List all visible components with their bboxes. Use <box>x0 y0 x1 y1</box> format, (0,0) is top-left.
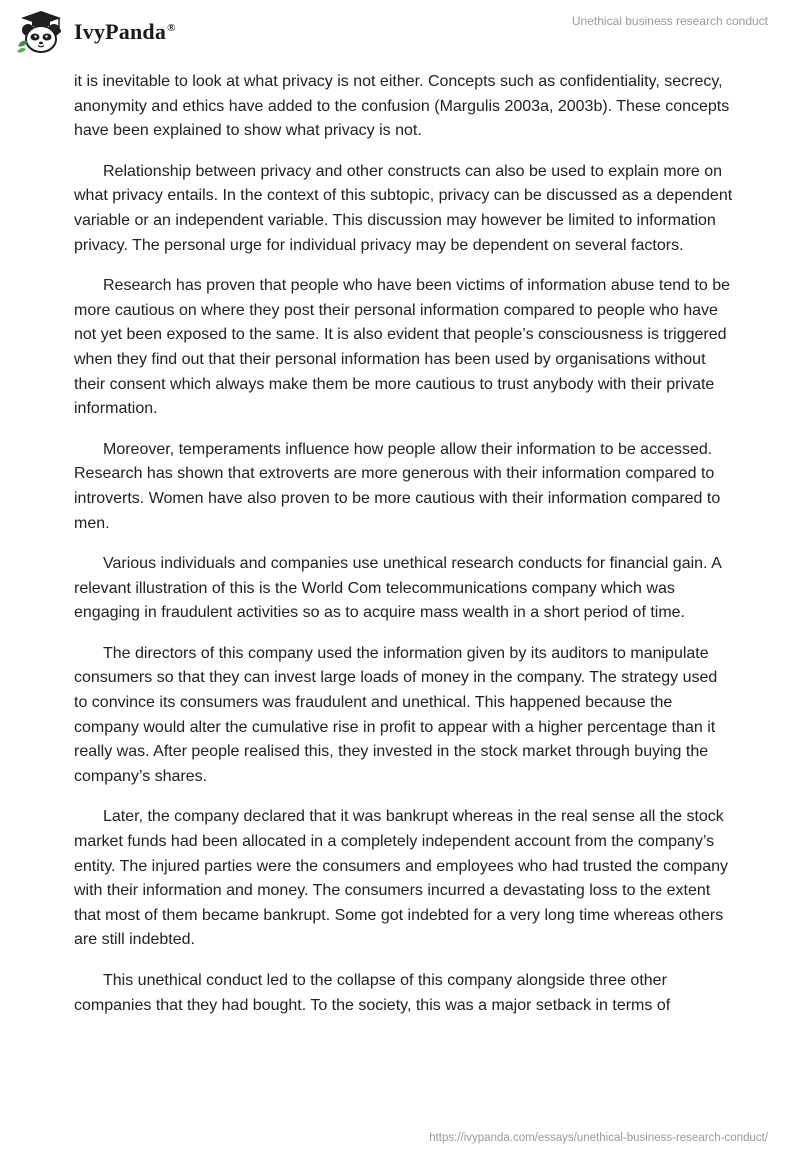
paragraph: The directors of this company used the information given by its auditors to manipulate consumers so that they can invest large loads of money in the company. The strategy used to convince its consumers was fraudulent and unethical. This happened because the company would alter the cumulative rise in profit to appear with a higher percentage than it really was. After people realised this, they invested in the stock market through buying the company’s shares. <box>74 644 718 785</box>
paragraph: Research has proven that people who have been victims of information abuse tend to be more cautious on where they post their personal information compared to people who have not yet been exposed to the same. It is also evident that people’s consciousness is triggered when they find out that their personal information has been used by organisations without their consent which always make them be more cautious to trust anybody with their private information. <box>74 277 731 418</box>
document-title: Unethical business research conduct <box>571 14 768 28</box>
paragraph: Later, the company declared that it was bankrupt whereas in the real sense all the stock market funds had been allocated in a completely independent account from the company’s entity. The injured parties were the consumers and employees who had trusted the company with their information and money. The consumers incurred a devastating loss to the extent that most of them became bankrupt. Some got indebted for a very long time whereas others are still indebted. <box>74 808 728 949</box>
brand-name: IvyPanda® <box>74 19 176 44</box>
panda-graduate-icon <box>14 8 68 56</box>
ivypanda-logo[interactable] <box>14 8 176 56</box>
paragraph: Moreover, temperaments influence how people allow their information to be accessed. Research has shown that extroverts are more generous with their information compared to introverts. Women have also proven to be more cautious with their information compared to men. <box>74 440 721 532</box>
essay-body <box>74 70 734 1034</box>
source-url[interactable]: https://ivypanda.com/essays/unethical-business-research-conduct/ <box>429 1132 768 1144</box>
paragraph: This unethical conduct led to the collapse of this company alongside three other companies that they had bought. To the society, this was a major setback in terms of <box>74 972 671 1014</box>
paragraph: it is inevitable to look at what privacy is not either. Concepts such as confidentiality, secrecy, anonymity and ethics have added to the confusion (Margulis 2003a, 2003b). These concepts have been explained to show what privacy is not. <box>74 73 730 140</box>
page-header <box>0 0 800 72</box>
paragraph: Relationship between privacy and other constructs can also be used to explain more on what privacy entails. In the context of this subtopic, privacy can be discussed as a dependent variable or an independent variable. This discussion may however be limited to information privacy. The personal urge for individual privacy may be dependent on several factors. <box>74 162 733 254</box>
paragraph: Various individuals and companies use unethical research conducts for financial gain. A relevant illustration of this is the World Com telecommunications company which was engaging in fraudulent activities so as to acquire mass wealth in a short period of time. <box>74 555 721 622</box>
